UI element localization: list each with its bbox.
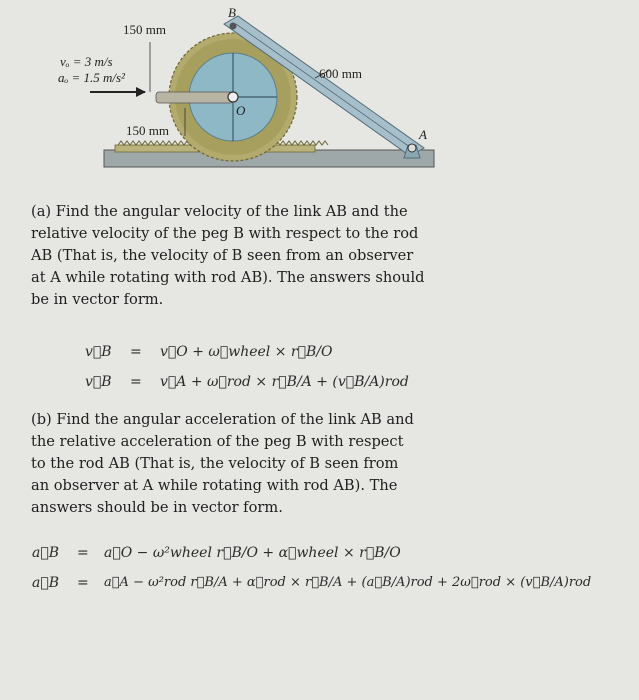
part-a-line: relative velocity of the peg B with respect to the rod [31, 225, 419, 242]
eq-lhs: a⃗B [32, 575, 60, 591]
label-top-dim: 150 mm [123, 22, 166, 37]
center-o [228, 92, 238, 102]
part-a-line: be in vector form. [31, 291, 164, 308]
part-a-line: at A while rotating with rod AB). The answers should [31, 269, 425, 286]
velocity-arrow-head [136, 87, 146, 97]
part-b-line: the relative acceleration of the peg B with respect [31, 433, 404, 450]
eq-rhs: a⃗A − ω²rod r⃗B/A + α⃗rod × r⃗B/A + (a⃗B/A)rod + 2ω⃗rod × (v⃗B/A)rod [104, 575, 592, 590]
part-a-line: (a) Find the angular velocity of the link AB and the [31, 203, 408, 220]
part-a-line: AB (That is, the velocity of B seen from an observer [31, 247, 414, 264]
part-b-line: answers should be in vector form. [31, 499, 283, 516]
label-rod-length: 600 mm [319, 66, 362, 81]
label-o: O [236, 103, 246, 118]
label-b: B [228, 5, 236, 20]
axle-shaft [156, 92, 233, 103]
eq-lhs: v⃗B [85, 374, 112, 390]
eq-sign: = [77, 575, 89, 591]
mechanism-diagram [0, 0, 639, 190]
eq-lhs: a⃗B [32, 545, 60, 561]
mechanism-figure [0, 0, 639, 190]
label-vo: vₒ = 3 m/s [60, 54, 113, 69]
label-a: A [419, 127, 427, 142]
eq-sign: = [77, 545, 89, 561]
label-ao: aₒ = 1.5 m/s² [58, 70, 125, 85]
eq-sign: = [130, 374, 142, 390]
part-a-text [31, 201, 424, 311]
eq-rhs: v⃗A + ω⃗rod × r⃗B/A + (v⃗B/A)rod [160, 374, 409, 390]
part-b-text [31, 409, 414, 519]
eq-rhs: a⃗O − ω²wheel r⃗B/O + α⃗wheel × r⃗B/O [104, 545, 401, 561]
label-bottom-dim: 150 mm [126, 123, 169, 138]
part-b-line: an observer at A while rotating with rod AB). The [31, 477, 398, 494]
eq-lhs: v⃗B [85, 344, 112, 360]
ground-base [104, 150, 434, 167]
pin-a [408, 144, 416, 152]
eq-sign: = [130, 344, 142, 360]
peg-b [230, 23, 237, 30]
part-b-line: to the rod AB (That is, the velocity of B seen from [31, 455, 399, 472]
eq-rhs: v⃗O + ω⃗wheel × r⃗B/O [160, 344, 333, 360]
part-b-line: (b) Find the angular acceleration of the link AB and [31, 411, 414, 428]
